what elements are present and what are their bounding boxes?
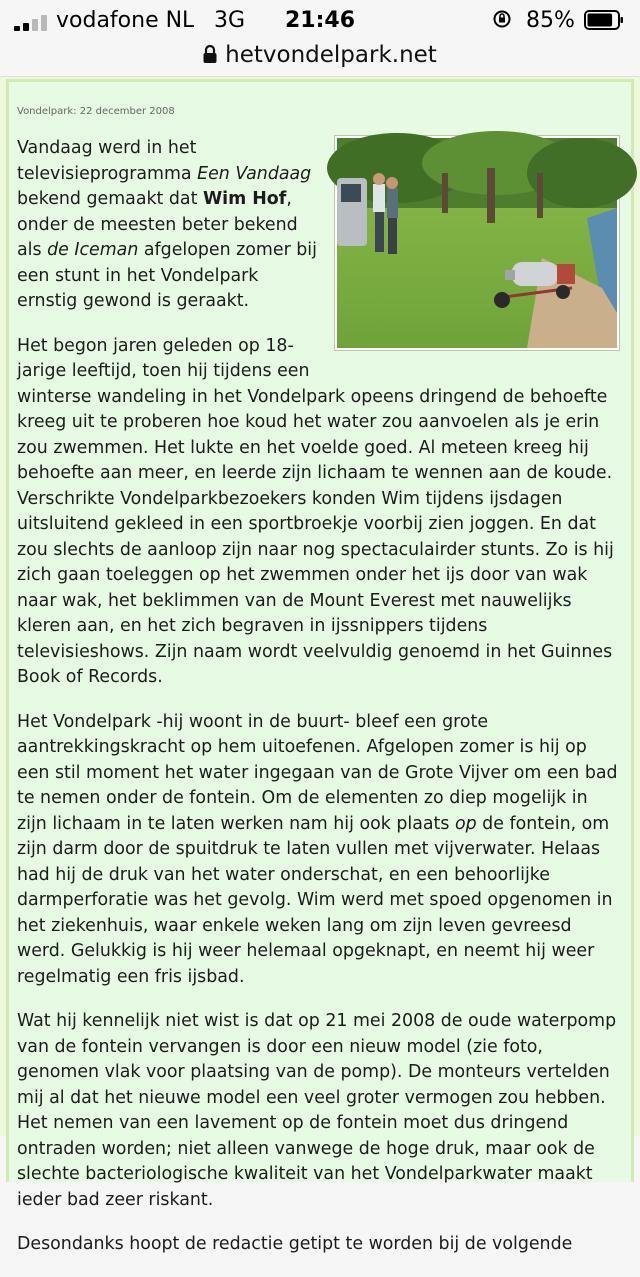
bold-text: Wim Hof [202,189,287,209]
text-run: Het Vondelpark -hij woont in de buurt- bleef een grote aantrekkingskracht op hem uitoefenen. Afgelopen zomer is hij op een stil moment het water ingegaan van de Grote Vijver om een bad te nemen onder de fontein. Om de elementen zo diep mogelijk in zijn lichaam in te laten werken nam hij ook plaats [17,711,618,834]
web-page [0,77,640,1254]
clock-time: 21:46 [284,8,356,33]
article-paragraph-2 [17,334,619,691]
text-run: Wat hij kennelijk niet wist is dat op 21 mei 2008 de oude waterpomp van de fontein vervangen is door een nieuw model (zie foto, genomen vlak voor plaatsing van de pomp). De monteurs vertelden mij al dat het nieuwe model een veel groter vermogen zou hebben. Het nemen van een lavement op de fontein moet dus dringend ontraden worden; niet alleen vanwege de hoge druk, maar ook de slechte bacteriologische kwaliteit van het Vondelparkwater maakt ieder bad zeer riskant. [17,1011,617,1210]
text-run: de fontein, om zijn darm door de spuitdruk te laten vullen met vijverwater. Helaas had hij de druk van het water onderschat, en een behoorlijke darmperforatie was het gevolg. Wim werd met spoed opgenomen in het ziekenhuis, waar enkele weken lang om zijn leven gevreesd werd. Gelukkig is hij weer helemaal opgeknapt, en neemt hij weer regelmatig een fris ijsbad. [17,813,613,987]
address-bar[interactable] [0,40,640,77]
lock-icon [203,44,217,64]
text-run: afgelopen zomer bij een stunt in het Vondelpark ernstig gewond is geraakt. [17,240,317,311]
italic-text: op [454,813,477,834]
text-run: bekend gemaakt dat [17,189,203,209]
italic-text: de Iceman [47,240,139,260]
text-run: Vandaag werd in het televisieprogramma [17,138,198,184]
status-bar [0,0,640,40]
italic-text: Een Vandaag [197,163,312,184]
network-type: 3G [214,8,246,33]
text-run: , onder de meesten beter bekend als [17,189,298,260]
battery-percentage: 85% [526,8,575,33]
battery-icon [584,10,624,30]
carrier-name: vodafone NL [56,8,195,33]
article-paragraph-5 [17,1232,619,1258]
orientation-lock-icon [492,9,512,29]
text-run: Het begon jaren geleden op 18-jarige leeftijd, toen hij tijdens een winterse wandeling in het Vondelpark opeens dringend de behoefte kreeg uit te proberen hoe koud het water zou aanvoelen als je erin zou zwemmen. Het lukte en het voelde goed. Al meteen kreeg hij behoefte aan meer, en leerde zijn lichaam te wennen aan de koude. Verschrikte Vondelparkbezoekers konden Wim tijdens ijsdagen uitsluitend gekleed in een sportbroekje voorbij zien joggen. En dat zou slechts de aanloop zijn naar nog spectaculairder stunts. Zo is hij zich gaan toeleggen op het zwemmen onder het ijs door van wak naar wak, het beklimmen van de Mount Everest met nauwelijks kleren aan, en het zich begraven in ijssnippers tijdens televisieshows. Zijn naam wordt veelvuldig genoemd in het Guinnes Book of Records. [17,335,614,687]
text-run: Desondanks hoopt de redactie getipt te worden bij de volgende [17,1234,573,1254]
url-text: hetvondelpark.net [225,42,437,68]
article-dateline: Vondelpark: 22 december 2008 [17,106,175,117]
article-paragraph-3 [17,710,619,991]
fountain-pump-photo [335,136,619,350]
article-paragraph-4 [17,1009,619,1213]
article [17,105,619,1277]
